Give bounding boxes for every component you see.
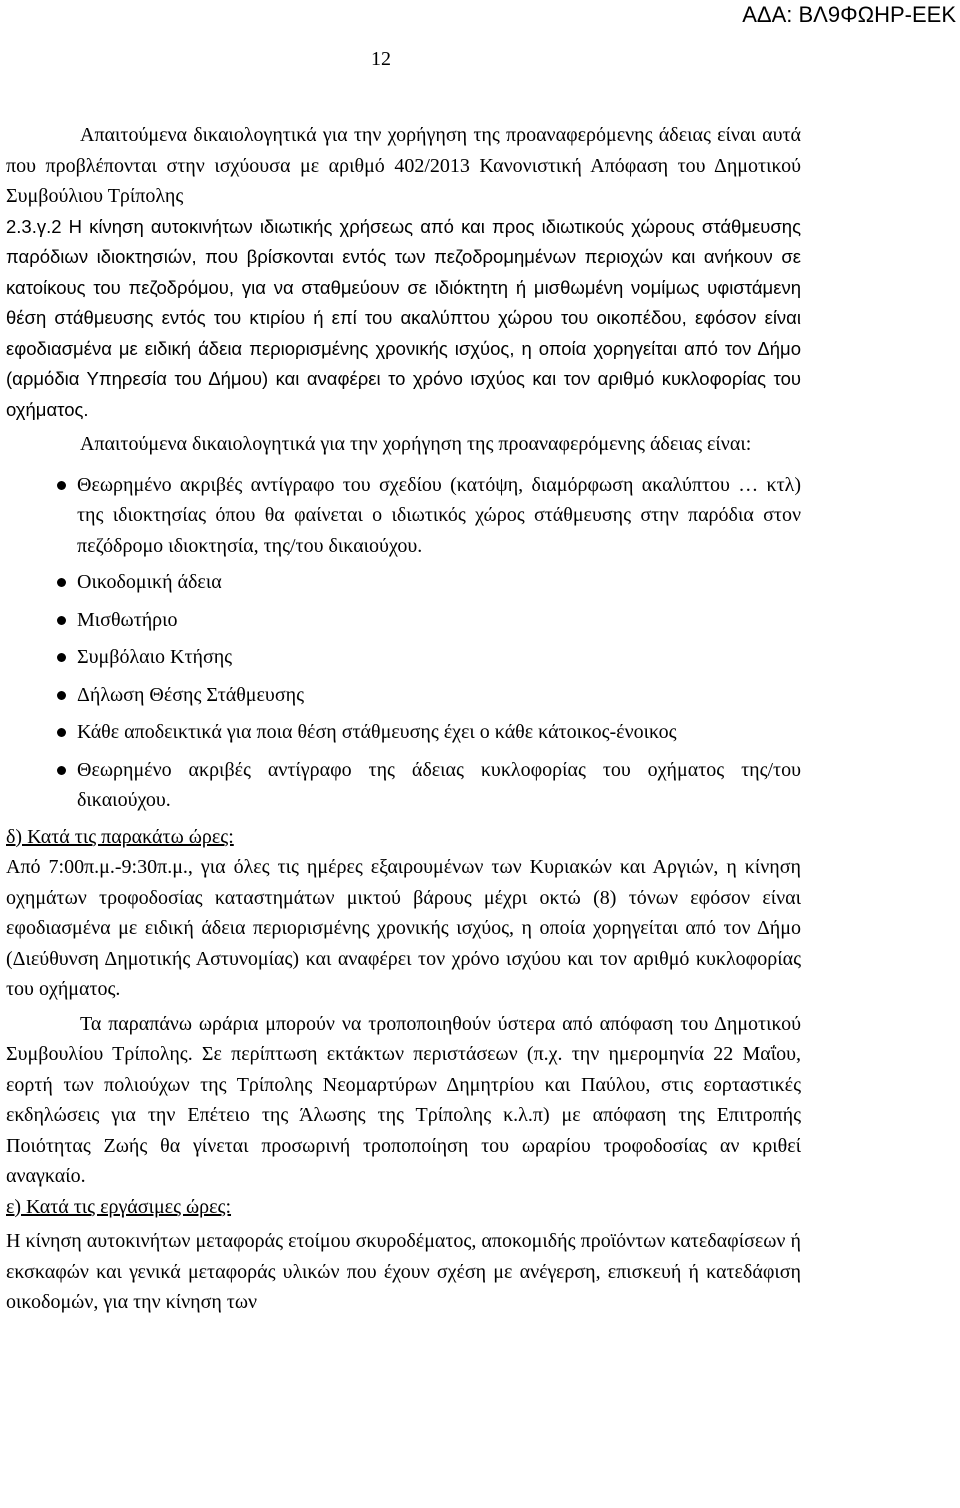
document-body — [6, 120, 801, 1318]
list-item: Οικοδομική άδεια — [6, 567, 801, 598]
paragraph-required-documents: Απαιτούμενα δικαιολογητικά για την χορήγηση της προαναφερόμενης άδειας είναι: — [80, 433, 752, 455]
list-item: Θεωρημένο ακριβές αντίγραφο του σχεδίου (κατόψη, διαμόρφωση ακαλύπτου … κτλ) της ιδιοκτησίας όπου θα φαίνεται ο ιδιωτικός χώρος στάθμευσης στην παρόδια στον πεζόδρομο ιδιοκτησία, της/του δικαιούχου. — [6, 470, 801, 562]
list-item: Μισθωτήριο — [6, 605, 801, 636]
heading-e: ε) Κατά τις εργάσιμες ώρες: — [6, 1195, 232, 1218]
list-item: Κάθε αποδεικτικά για ποια θέση στάθμευσης έχει ο κάθε κάτοικος-ένοικος — [6, 717, 801, 748]
section-number: 2.3.γ. — [6, 215, 52, 237]
bullet-icon — [57, 481, 66, 490]
paragraph-schedule-changes: Τα παραπάνω ωράρια μπορούν να τροποποιηθούν ύστερα από απόφαση του Δημοτικού Συμβουλίου Τρίπολης. Σε περίπτωση εκτάκτων περιστάσεων (π.χ. την ημερομηνία 22 Μαΐου, εορτή των πολιούχων της Τρίπολης Νεομαρτύρων Δημητρίου και Παύλου, στις εορταστικές εκδηλώσεις για την Επέτειο της Άλωσης της Τρίπολης κ.λ.π) με απόφαση της Επιτροπής Ποιότητας Ζωής θα γίνεται προσωρινή τροποποίηση του ωραρίου τροφοδοσίας αν κριθεί αναγκαίο. — [6, 1012, 801, 1187]
bullet-icon — [57, 578, 66, 587]
bullet-icon — [57, 616, 66, 625]
list-item: Δήλωση Θέσης Στάθμευσης — [6, 680, 801, 711]
bullet-icon — [57, 766, 66, 775]
heading-d: δ) Κατά τις παρακάτω ώρες: — [6, 825, 234, 848]
bullet-icon — [57, 728, 66, 737]
bullet-icon — [57, 691, 66, 700]
paragraph-section-2-3-c-2 — [6, 212, 801, 426]
paragraph-delivery-hours: Από 7:00π.μ.-9:30π.μ., για όλες τις ημέρες εξαιρουμένων των Κυριακών και Αργιών, η κίνηση οχημάτων τροφοδοσίας καταστημάτων μικτού βάρους μέχρι οκτώ (8) τόνων εφόσον είναι εφοδιασμένα με ειδική άδεια περιορισμένης χρονικής ισχύος, η οποία χορηγείται από τον Δήμο (Διεύθυνση Δημοτικής Αστυνομίας) και αναφέρει τον χρόνο ισχύου και τον αριθμό κυκλοφορίας του οχήματος. — [6, 856, 801, 1000]
paragraph-requirements-intro: Απαιτούμενα δικαιολογητικά για την χορήγηση της προαναφερόμενης άδειας είναι αυτά που προβλέπονται στην ισχύουσα με αριθμό 402/2013 Κανονιστική Απόφαση του Δημοτικού Συμβούλιου Τρίπολης — [6, 124, 801, 207]
paragraph-construction-vehicles: Η κίνηση αυτοκινήτων μεταφοράς ετοίμου σκυροδέματος, αποκομιδής προϊόντων κατεδαφίσεων ή εκσκαφών και γενικά μεταφοράς υλικών που έχουν σχέση με ανέγερση, επισκευή ή κατεδάφιση οικοδομών, για την κίνηση των — [6, 1230, 801, 1313]
required-documents-list — [6, 470, 801, 816]
list-item: Συμβόλαιο Κτήσης — [6, 642, 801, 673]
bullet-icon — [57, 653, 66, 662]
list-item: Θεωρημένο ακριβές αντίγραφο της άδειας κυκλοφορίας του οχήματος της/του δικαιούχου. — [6, 755, 801, 816]
page-number: 12 — [371, 48, 391, 70]
ada-code: ΑΔΑ: ΒΛ9ΦΩΗΡ-ΕΕΚ — [742, 2, 956, 27]
section-text: 2 Η κίνηση αυτοκινήτων ιδιωτικής χρήσεως από και προς ιδιωτικούς χώρους στάθμευσης παρόδιων ιδιοκτησιών, που βρίσκονται εντός των πεζοδρομημένων περιοχών και ανήκουν σε κατοίκους του πεζοδρόμου, για να σταθμεύουν σε ιδιόκτητη ή μισθωμένη νομίμως υφιστάμενη θέση στάθμευσης εντός του κτιρίου ή επί του ακαλύπτου χώρου του οικοπέδου, εφόσον είναι εφοδιασμένα με ειδική άδεια περιορισμένης χρονικής ισχύος, η οποία χορηγείται από τον Δήμο (αρμόδια Υπηρεσία του Δήμου) και αναφέρει το χρόνο ισχύος και τον αριθμό κυκλοφορίας του οχήματος. — [6, 215, 801, 420]
